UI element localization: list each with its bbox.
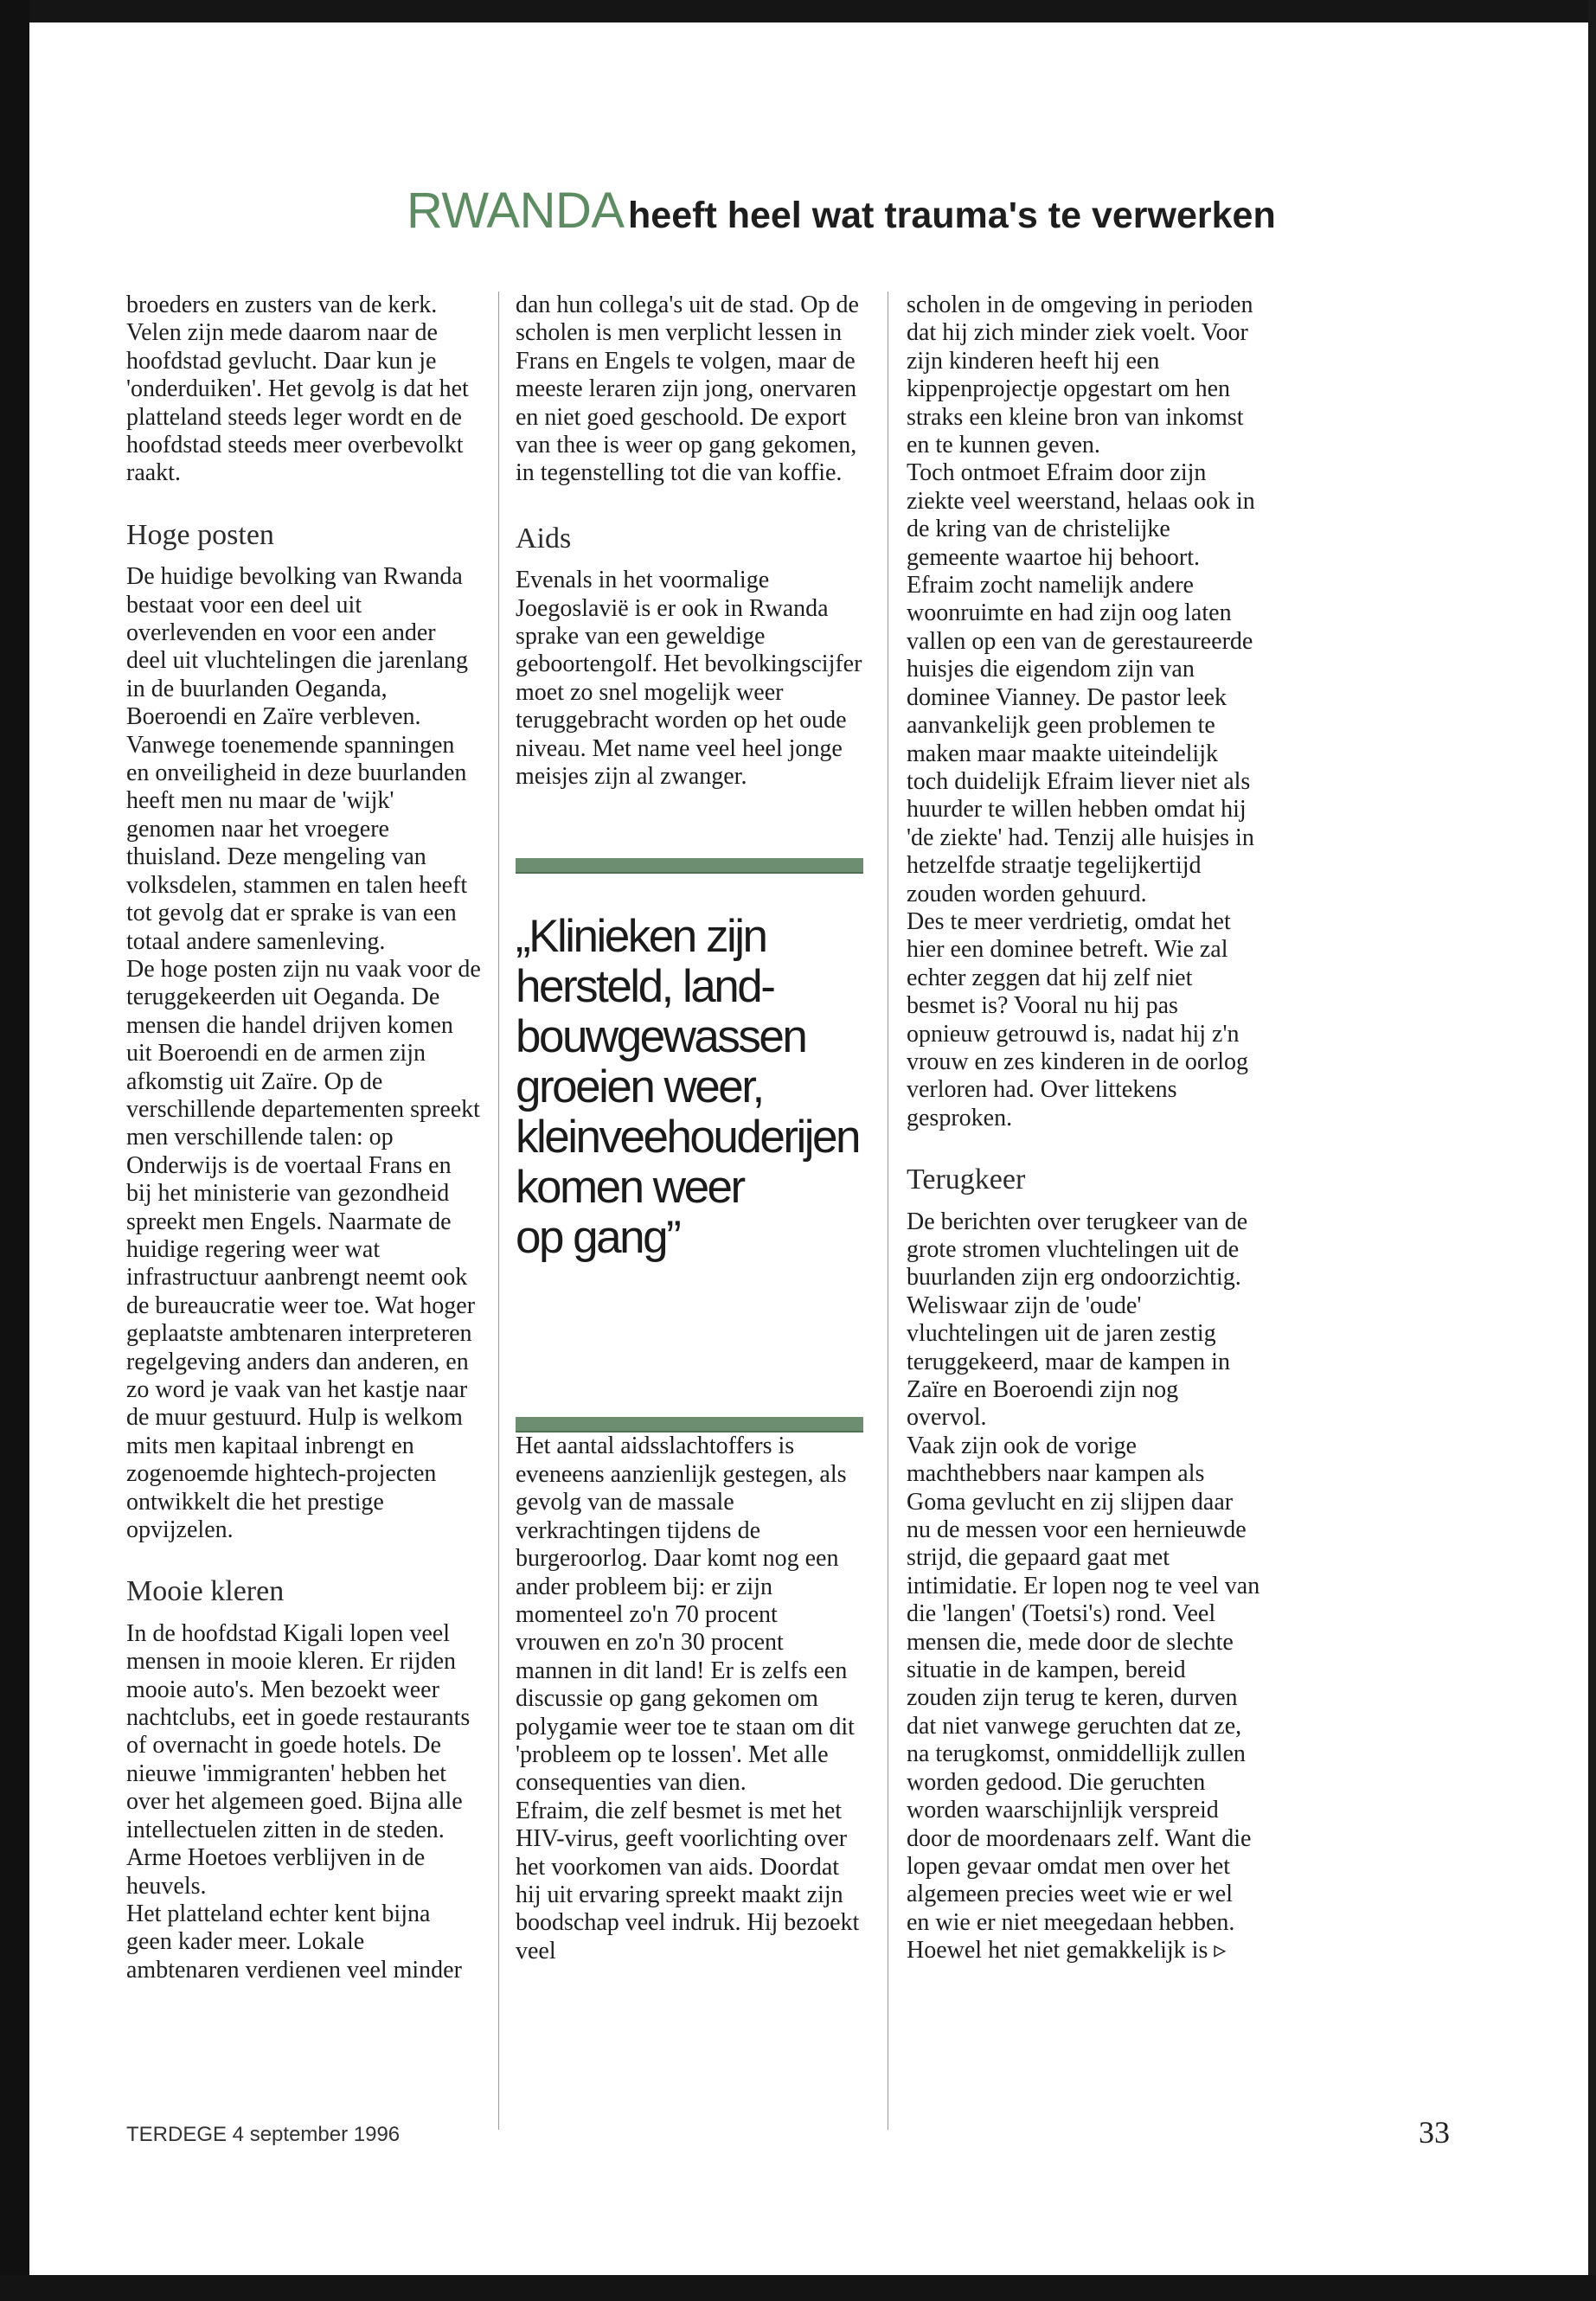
column-divider bbox=[498, 292, 499, 2130]
paragraph: broeders en zusters van de kerk. Velen zijn mede daarom naar de hoofdstad gevlucht. Daar kun je 'onderduiken'. Het gevolg is dat het platteland steeds leger wordt en de hoofdstad steeds meer overbevolkt raakt. bbox=[126, 292, 469, 487]
paragraph: scholen in de omgeving in perioden dat hij zich minder ziek voelt. Voor zijn kinderen heeft hij een kippenprojectje opgestart om hen straks een kleine bron van inkomst en te kunnen geven. bbox=[907, 292, 1253, 459]
scan-border-bottom bbox=[0, 2275, 1596, 2301]
section-heading: Mooie kleren bbox=[126, 1575, 285, 1608]
scan-border-top bbox=[0, 0, 1596, 22]
article-headline bbox=[407, 183, 1531, 239]
paragraph: De hoge posten zijn nu vaak voor de teruggekeerden uit Oeganda. De mensen die handel drijven komen uit Boeroendi en de armen zijn afkomstig uit Zaïre. Op de verschillende departementen spreekt men verschillende talen: op Onderwijs is de voertaal Frans en bij het ministerie van gezondheid spreekt men Engels. Naarmate de huidige regering weer wat infrastructuur aanbrengt neemt ook de bureaucratie weer toe. Wat hoger geplaatste ambtenaren interpreteren regelgeving anders dan anderen, en zo word je vaak van het kastje naar de muur gestuurd. Hulp is welkom mits men kapitaal inbrengt en zogenoemde hightech-projecten ontwikkelt die het prestige opvijzelen. bbox=[126, 955, 481, 1544]
section-heading: Aids bbox=[516, 522, 572, 554]
paragraph: De berichten over terugkeer van de grote stromen vluchtelingen uit de buurlanden zijn erg ondoorzichtig. Weliswaar zijn de 'oude' vluchtelingen uit de jaren zestig teruggekeerd, maar de kampen in Zaïre en Boeroendi zijn nog overvol. bbox=[907, 1208, 1248, 1432]
article-column-2 bbox=[516, 292, 863, 1965]
quote-rule-top bbox=[516, 858, 863, 874]
quote-rule-bottom bbox=[516, 1417, 863, 1433]
paragraph: Het platteland echter kent bijna geen kader meer. Lokale ambtenaren verdienen veel minder bbox=[126, 1900, 462, 1984]
paragraph: De huidige bevolking van Rwanda bestaat voor een deel uit overlevenden en voor een ander deel uit vluchtelingen die jarenlang in de buurlanden Oeganda, Boeroendi en Zaïre verbleven. Vanwege toenemende spanningen en onveiligheid in deze buurlanden heeft men nu maar de 'wijk' genomen naar het vroegere thuisland. Deze mengeling van volksdelen, stammen en talen heeft tot gevolg dat er sprake is van een totaal andere samenleving. bbox=[126, 563, 468, 955]
scan-border-left bbox=[0, 0, 29, 2301]
scan-border-right bbox=[1588, 0, 1596, 2301]
page-number: 33 bbox=[1419, 2115, 1450, 2150]
paragraph: Toch ontmoet Efraim door zijn ziekte veel weerstand, helaas ook in de kring van de christelijke gemeente waartoe hij behoort. Efraim zocht namelijk andere woonruimte en had zijn oog laten vallen op een van de gerestaureerde huisjes die eigendom zijn van dominee Vianney. De pastor leek aanvankelijk geen problemen te maken maar maakte uiteindelijk toch duidelijk Efraim liever niet als huurder te willen hebben omdat hij 'de ziekte' had. Tenzij alle huisjes in hetzelfde straatje tegelijkertijd zouden worden gehuurd. bbox=[907, 459, 1255, 907]
paragraph: Efraim, die zelf besmet is met het HIV-virus, geeft voorlichting over het voorkomen van aids. Doordat hij uit ervaring spreekt maakt zijn boodschap veel indruk. Hij bezoekt veel bbox=[516, 1797, 860, 1965]
section-heading: Hoge posten bbox=[126, 518, 274, 551]
section-heading: Terugkeer bbox=[907, 1163, 1026, 1196]
paragraph-continued: Hoewel het niet gemakkelijk is ▹ bbox=[907, 1937, 1227, 1965]
headline-title: heeft heel wat trauma's te verwerken bbox=[628, 195, 1276, 236]
paragraph: Evenals in het voormalige Joegoslavië is er ook in Rwanda sprake van een geweldige geboortengolf. Het bevolkingscijfer moet zo snel mogelijk weer teruggebracht worden op het oude niveau. Met name veel heel jonge meisjes zijn al zwanger. bbox=[516, 567, 862, 791]
paragraph: Vaak zijn ook de vorige machthebbers naar kampen als Goma gevlucht en zij slijpen daar nu de messen voor een hernieuwde strijd, die gepaard gaat met intimidatie. Er lopen nog te veel van die 'langen' (Toetsi's) rond. Veel mensen die, mede door de slechte situatie in de kampen, bereid zouden zijn terug te keren, durven dat niet vanwege geruchten dat ze, na terugkomst, onmiddellijk zullen worden gedood. Die geruchten worden waarschijnlijk verspreid door de moordenaars zelf. Want die lopen gevaar omdat men over het algemeen precies weet wie er wel en wie er niet meegedaan hebben. bbox=[907, 1432, 1260, 1936]
article-column-3 bbox=[907, 292, 1261, 1965]
headline-country: RWANDA bbox=[407, 183, 625, 239]
pull-quote: „Klinieken zijn hersteld, land- bouwgewassen groeien weer, kleinveehouderijen komen weer op gang” bbox=[516, 911, 859, 1264]
paragraph: In de hoofdstad Kigali lopen veel mensen in mooie kleren. Er rijden mooie auto's. Men bezoekt weer nachtclubs, eet in goede restaurants of overnacht in goede hotels. De nieuwe 'immigranten' hebben het over het algemeen goed. Bijna alle intellectuelen zitten in de steden. Arme Hoetoes verblijven in de heuvels. bbox=[126, 1619, 471, 1900]
publication-footer: TERDEGE 4 september 1996 bbox=[126, 2123, 401, 2146]
paragraph: dan hun collega's uit de stad. Op de scholen is men verplicht lessen in Frans en Engels te volgen, maar de meeste leraren zijn jong, onervaren en niet goed geschoold. De export van thee is weer op gang gekomen, in tegenstelling tot die van koffie. bbox=[516, 292, 859, 487]
article-column-1 bbox=[126, 292, 481, 1984]
paragraph: Des te meer verdrietig, omdat het hier een dominee betreft. Wie zal echter zeggen dat hij zelf niet besmet is? Vooral nu hij pas opnieuw getrouwd is, nadat hij z'n vrouw en zes kinderen in de oorlog verloren had. Over littekens gesproken. bbox=[907, 907, 1248, 1131]
paragraph: Het aantal aidsslachtoffers is eveneens aanzienlijk gestegen, als gevolg van de massale verkrachtingen tijdens de burgeroorlog. Daar komt nog een ander probleem bij: er zijn momenteel zo'n 70 procent vrouwen en zo'n 30 procent mannen in dit land! Er is zelfs een discussie op gang gekomen om polygamie weer toe te staan om dit 'probleem op te lossen'. Met alle consequenties van dien. bbox=[516, 1433, 855, 1797]
pull-quote-block bbox=[516, 858, 863, 1433]
